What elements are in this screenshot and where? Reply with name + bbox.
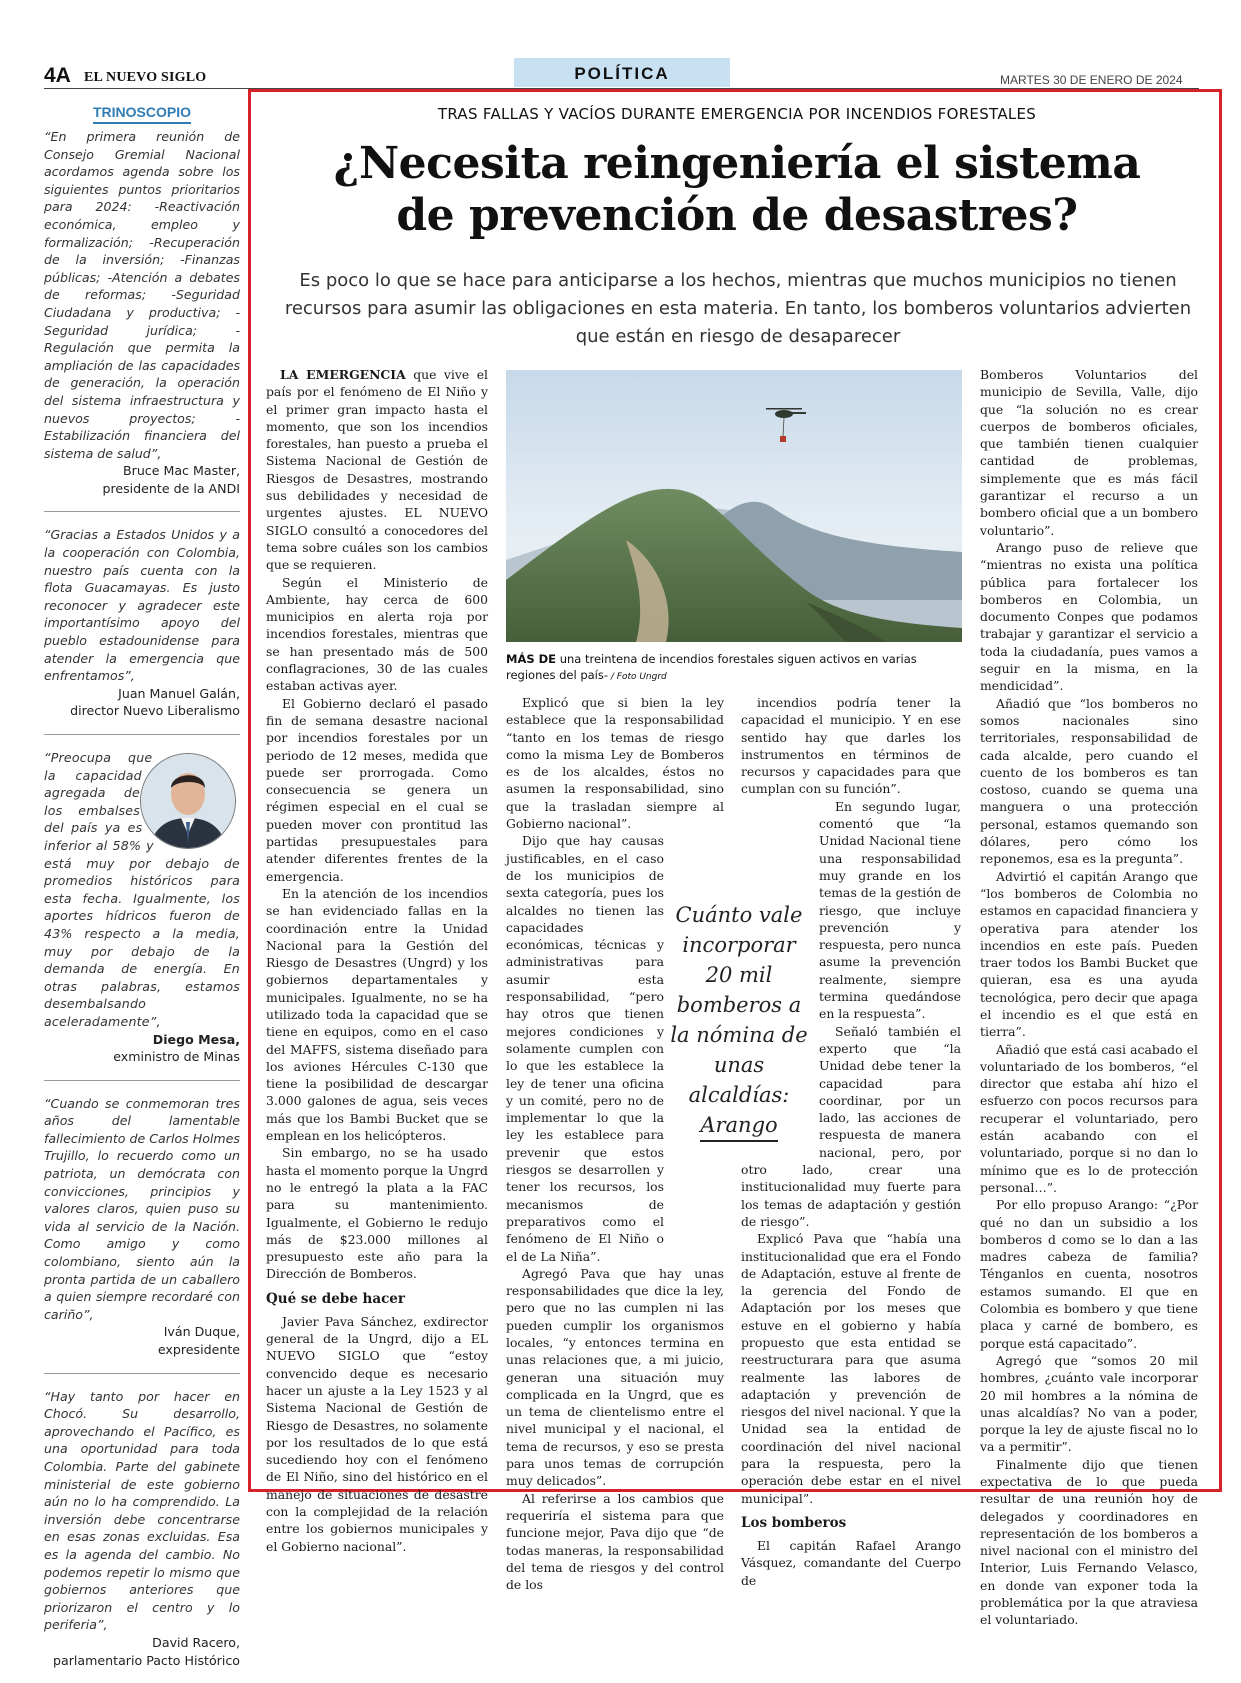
caption-text: una treintena de incendios forestales siguen activos en varias regiones del país-: [506, 652, 917, 682]
photo-credit: / Foto Ungrd: [608, 672, 667, 682]
tweet-quote: “Hay tanto por hacer en Chocó. Su desarrollo, aprovechando el Pacífico, es una oportunidad para toda Colombia. Parte del gabinete ministerial de este gobierno aún no lo ha comprendido. La inversión debe concentrarse en esas zonas excluidas. Esa es la agenda del cambio. No podemos repetir lo mismo que gobiernos anteriores que priorizaron el centro y lo periferia”,: [44, 1388, 240, 1633]
newspaper-name: EL NUEVO SIGLO: [84, 70, 207, 85]
pullquote: Cuánto vale incorporar 20 mil bomberos a la nómina de unas alcaldías: Arango: [670, 903, 808, 1137]
article-column-2: [506, 694, 724, 1593]
tweet-quote: “Preocupa que la capacidad agregada de los embalses del país ya es inferior al 58% y está muy por debajo de promedios históricos para esta fecha. Igualmente, los aportes hídricos fueron de 43% respecto a la media, muy por debajo de la demanda de energía. En otras palabras, estamos desembalsando aceleradamente”,: [44, 750, 240, 1029]
paragraph: Señaló también el experto que “la Unidad debe tener la capacidad para coordinar, por un lado, las acciones de respuesta de manera nacional, pero, por otro lado, crear una institucionalidad muy fuerte para los temas de adaptación y gestión de riesgo”.: [741, 1023, 961, 1229]
article-deck: Es poco lo que se hace para anticiparse a los hechos, mientras que muchos municipios no tienen recursos para asumir las obligaciones en esta materia. En tanto, los bomberos voluntarios advierten que están en riesgo de desaparecer: [284, 270, 1192, 347]
paragraph: Finalmente dijo que tienen expectativa de lo que pueda resultar de una reunión hoy de delegados y coordinadores en representación de los bomberos a nivel nacional con el ministro del Interior, Luis Fernando Velasco, en donde van exponer toda la problemática por la que atraviesa el voluntariado.: [980, 1456, 1198, 1628]
tweet-author: Bruce Mac Master, presidente de la ANDI: [102, 463, 240, 496]
tweet-author: David Racero, parlamentario Pacto Histórico: [53, 1634, 240, 1668]
paragraph: Añadió que “los bomberos no somos nacionales sino territoriales, responsabilidad de cada alcalde, pero cuando el cuento de los bomberos es tan costoso, cuando se quema una manguera o una protección personal, estamos quemando son dólares, pero cómo los reponemos, esa es la pregunta”.: [980, 695, 1198, 867]
lead-in: LA EMERGENCIA: [280, 367, 406, 382]
paragraph: El capitán Rafael Arango Vásquez, comandante del Cuerpo de: [741, 1537, 961, 1588]
article-column-1: [266, 366, 488, 1555]
paragraph: Por ello propuso Arango: “¿Por qué no dan un subsidio a los bomberos d como se lo dan a las madres cabeza de familia? Ténganlos en cuenta, nosotros estamos sumando. El que en Colombia es bombero y que tiene placa y carné de bombero, es porque está capacitado”.: [980, 1197, 1198, 1351]
article-column-4: [980, 366, 1198, 1629]
paragraph: Según el Ministerio de Ambiente, hay cerca de 600 municipios en alerta roja por incendios forestales, mientras que se han presentado más de 500 conflagraciones, 30 de las cuales estaban activas ayer.: [266, 574, 488, 694]
paragraph: Agregó que “somos 20 mil hombres, ¿cuánto vale incorporar 20 mil hombres a la nómina de unas alcaldías? No van a poder, porque la ley de ajuste fiscal no lo va a permitir”.: [980, 1352, 1198, 1455]
wildfire-photo: [506, 370, 962, 642]
paragraph: El Gobierno declaró el pasado fin de semana desastre nacional por incendios forestales por un periodo de 12 meses, medida que puede ser prorrogada. Como consecuencia se genera un régimen especial en el cual se pueden mover con prontitud las partidas presupuestales para atender diferentes frentes de la emergencia.: [266, 695, 488, 884]
divider: [44, 734, 240, 735]
issue-date: MARTES 30 DE ENERO DE 2024: [1000, 73, 1183, 87]
paragraph: [266, 366, 488, 574]
paragraph: Javier Pava Sánchez, exdirector general de la Ungrd, dijo a EL NUEVO SIGLO que “estoy convencido deque es necesario hacer un ajuste a la Ley 1523 y al Sistema Nacional de Gestión de Riesgo de Desastres, no solamente por los resultados de lo que está sucediendo hoy con el fenómeno de El Niño, sino del histórico en el manejo de situaciones de desastre con la complejidad de la relación entre los gobiernos municipales y el Gobierno nacional”.: [266, 1313, 488, 1554]
trinoscopio-sidebar: [44, 104, 240, 1683]
tweet-quote: “Cuando se conmemoran tres años del lamentable fallecimiento de Carlos Holmes Trujillo, lo recuerdo como un patriota, un demócrata con convicciones, principios y valores claros, quien puso su vida al servicio de la Nación. Como amigo y como colombiano, siento aún la pronta partida de un caballero a quien siempre recordaré con cariño”,: [44, 1095, 240, 1322]
caption-lead: MÁS DE: [506, 652, 557, 666]
paragraph: Explicó Pava que “había una institucionalidad que era el Fondo de Adaptación, estuve al frente de la gerencia del Fondo de Adaptación por los meses que estuve en el gobierno y había propuesto que esta entidad se reestructurara para que asuma realmente las labores de adaptación y prevención de riesgos del nivel nacional. Y que la Unidad sea la entidad de coordinación del nivel nacional para la respuesta, pero la operación debe estar en el nivel municipal”.: [741, 1231, 961, 1506]
photo-caption: [506, 651, 962, 685]
paragraph: incendios podría tener la capacidad el municipio. Y en ese sentido hay que darles los instrumentos en términos de recursos y capacidades para que cumplan con su función”.: [741, 695, 961, 797]
divider: [44, 1373, 240, 1374]
tweet-quote: “Gracias a Estados Unidos y a la cooperación con Colombia, nuestro país cuenta con la flota Guacamayas. Es justo reconocer y agradecer este importantísimo apoyo del pueblo estadounidense para atender la emergencia que enfrentamos”,: [44, 527, 240, 684]
title-line: de prevención de desastres?: [396, 190, 1078, 241]
paragraph: Agregó Pava que hay unas responsabilidades que dice la ley, pero que no las cumplen ni las pueden cumplir los organismos locales, “y entonces termina en unas relaciones que, a mi juicio, generan una situación muy complicada en la Ungrd, que es un tema de clientelismo entre el nivel municipal y el nacional, el tema de recursos, y eso se presta para unos temas de corrupción muy delicados”.: [506, 1265, 724, 1489]
article-title: [262, 138, 1212, 242]
page-number: 4A: [44, 64, 71, 87]
paragraph: Advirtió el capitán Arango que “los bomberos de Colombia no estamos en capacidad financiera y operativa para atender los incendios en este país. Pueden traer todos los Bambi Bucket que quieran, esa es una ayuda tecnológica, pero decir que apaga el incendio es el que está en tierra”.: [980, 868, 1198, 1040]
sidebar-title: TRINOSCOPIO: [44, 104, 240, 120]
section-label: POLÍTICA: [514, 58, 730, 87]
divider: [44, 1080, 240, 1081]
tweet-author: Juan Manuel Galán, director Nuevo Liberalismo: [70, 685, 240, 719]
tweet-author: Diego Mesa, exministro de Minas: [113, 1031, 240, 1065]
tweet-quote: “En primera reunión de Consejo Gremial Nacional acordamos agenda sobre los siguientes puntos prioritarios para 2024: -Reactivación económica, empleo y formalización; -Recuperación de la inversión; -Finanzas públicas; -Atención a debates de reformas; -Seguridad Ciudadana y productiva; -Seguridad jurídica; -Regulación que permita la ampliación de las capacidades de generación, la operación del sistema infraestructura y nuevos proyectos; -Estabilización financiera del sistema de salud”,: [44, 129, 240, 461]
mountain-helicopter-image: [506, 370, 962, 642]
photo-space: [140, 749, 240, 853]
paragraph: Al referirse a los cambios que requeriría el sistema para que funcione mejor, Pava dijo que “de todas maneras, la responsabilidad del tema de riesgos y del control de los: [506, 1490, 724, 1593]
tweet-author: Iván Duque, expresidente: [157, 1324, 240, 1357]
divider: [44, 511, 240, 512]
paragraph-text: que vive el país por el fenómeno de El Niño y el primer gran impacto hasta el momento, que son los incendios forestales, han puesto a prueba el Sistema Nacional de Gestión de Riesgos de Desastres, mostrando sus debilidades y necesidad de urgentes ajustes. EL NUEVO SIGLO consultó a conocedores del tema sobre cuáles son los cambios que se requieren.: [266, 367, 488, 573]
paragraph: Dijo que hay causas justificables, en el caso de los municipios de sexta categoría, pues los alcaldes no tienen las capacidades económicas, técnicas y administrativas para asumir esta responsabilidad, “pero hay otros que tienen mejores condiciones y solamente cumplen con lo que les establece la ley de tener una oficina y un comité, pero no de implementar lo que la ley les establece para prevenir que estos riesgos se desarrollen y tener los recursos, los mecanismos de preparativos como el fenómeno de El Niño o el de La Niña”.: [506, 833, 664, 1264]
paragraph: Sin embargo, no se ha usado hasta el momento porque la Ungrd no le entregó la plata a la FAC para su mantenimiento. Igualmente, el Gobierno le redujo más de $23.000 millones al presupuesto este año para la Dirección de Bomberos.: [266, 1145, 488, 1282]
paragraph: Arango puso de relieve que “mientras no exista una política pública para fortalecer los bomberos en Colombia, un documento Conpes que podamos trabajar y garantizar el servicio a toda la ciudadanía, pues vamos a seguir en la misma, en la mendicidad”.: [980, 539, 1198, 694]
avatar: [140, 753, 236, 849]
paragraph: En la atención de los incendios se han evidenciado fallas en la coordinación entre la Unidad Nacional para la Gestión del Riesgo de Desastres (Ungrd) y los gobiernos departamentales y municipales. Igualmente, no se ha utilizado toda la capacidad que se tiene en equipos, como en el caso del MAFFS, sistema diseñado para los aviones Hércules C-130 que tiene la posibilidad de descargar 3.000 galones de agua, seis veces más que los Bambi Bucket que se emplean en los helicópteros.: [266, 885, 488, 1144]
paragraph: Bomberos Voluntarios del municipio de Sevilla, Valle, dijo que “la solución no es crear cuerpos de bomberos oficiales, que también tienen cualquier cantidad de problemas, simplemente que es más fácil garantizar el recurso a un bombero oficial que a un bombero voluntario”.: [980, 367, 1198, 538]
subhead: Qué se debe hacer: [266, 1290, 405, 1307]
subhead: Los bomberos: [741, 1514, 847, 1531]
paragraph: Añadió que está casi acabado el voluntariado de los bomberos, “el director que estaba ahí hizo el esfuerzo con pocos recursos para recuperar el voluntariado, pero están acabando con el voluntariado, porque si no dan lo mínimo que es lo de protección personal…”.: [980, 1041, 1198, 1195]
paragraph: En segundo lugar, comentó que “la Unidad Nacional tiene una responsabilidad muy grande en los temas de la gestión de riesgo, que incluye prevención y respuesta, pero nunca asume la prevención realmente, siempre termina quedándose en la respuesta”.: [819, 798, 961, 1022]
portrait-image: [141, 754, 235, 848]
article-kicker: TRAS FALLAS Y VACÍOS DURANTE EMERGENCIA POR INCENDIOS FORESTALES: [437, 105, 1037, 123]
title-line: ¿Necesita reingeniería el sistema: [333, 138, 1141, 189]
paragraph: Explicó que si bien la ley establece que la responsabilidad “tanto en los temas de riesgo como la misma Ley de Bomberos es de los alcaldes, éstos no asumen la responsabilidad, sino que la trasladan siempre al Gobierno nacional”.: [506, 695, 724, 832]
pullquote-rule: [700, 1140, 778, 1142]
